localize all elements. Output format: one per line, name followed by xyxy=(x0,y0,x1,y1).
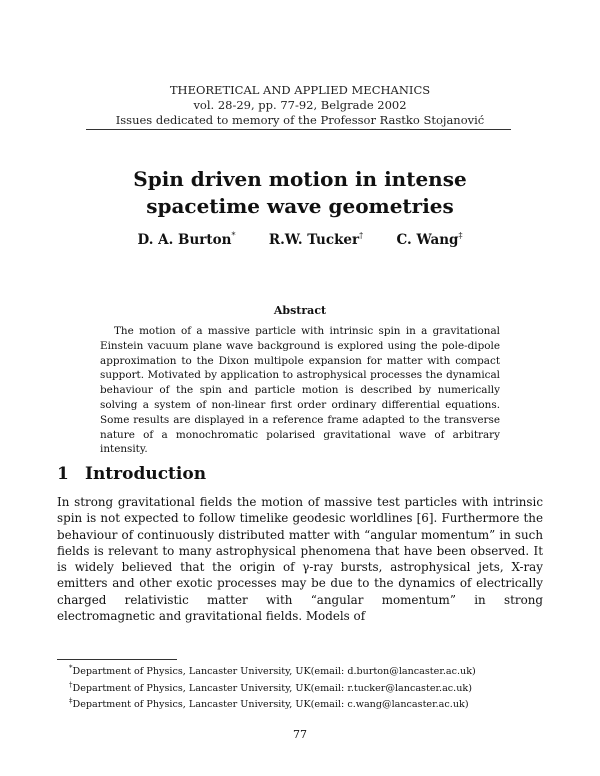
author-2: R.W. Tucker† xyxy=(268,231,364,248)
section-number: 1 xyxy=(57,464,69,484)
footnote-3: ‡Department of Physics, Lancaster University, UK(email: c.wang@lancaster.ac.uk) xyxy=(69,697,469,710)
paper-title-line-2: spacetime wave geometries xyxy=(146,194,454,218)
author-3: C. Wang‡ xyxy=(396,231,463,248)
paper-title-line-1: Spin driven motion in intense xyxy=(133,167,467,191)
journal-name: THEORETICAL AND APPLIED MECHANICS xyxy=(169,83,431,97)
footnotes xyxy=(57,662,543,712)
abstract-heading: Abstract xyxy=(273,304,327,317)
footnote-2: †Department of Physics, Lancaster University, UK(email: r.tucker@lancaster.ac.uk) xyxy=(69,680,472,694)
header-rule xyxy=(86,129,511,130)
footnote-1: *Department of Physics, Lancaster University, UK(email: d.burton@lancaster.ac.uk) xyxy=(69,664,476,677)
journal-volume: vol. 28-29, pp. 77-92, Belgrade 2002 xyxy=(193,98,407,112)
intro-paragraph: In strong gravitational fields the motion of massive test particles with intrinsic spin is not expected to follow timelike geodesic worldlines [6]. Furthermore the behaviour of continuously distributed matter with “angular momentum” in such fields is relevant to many astrophysical phenomena that have been observed. It is widely believed that the origin of γ-ray bursts, astrophysical jets, X-ray emitters and other exotic processes may be due to the dynamics of electrically charged relativistic matter with “angular momentum” in strong electromagnetic and gravitational fields. Models of xyxy=(57,495,543,624)
author-1: D. A. Burton* xyxy=(137,231,236,248)
section-title: Introduction xyxy=(85,464,207,484)
page-number: 77 xyxy=(293,728,307,741)
abstract-text: The motion of a massive particle with intrinsic spin in a gravitational Einstein vacuum plane wave background is explored using the pole-dipole approximation to the Dixon multipole expansion for matter with compact support. Motivated by application to astrophysical processes the dynamical behaviour of the spin and particle motion is described by numerically solving a system of non-linear first order ordinary differential equations. Some results are displayed in a reference frame adapted to the transverse nature of a monochromatic polarised gravitational wave of arbitrary intensity. xyxy=(100,325,500,456)
section-heading xyxy=(57,464,206,484)
author-list xyxy=(0,231,600,248)
footnote-rule xyxy=(57,659,177,660)
journal-dedication: Issues dedicated to memory of the Professor Rastko Stojanović xyxy=(115,113,485,127)
